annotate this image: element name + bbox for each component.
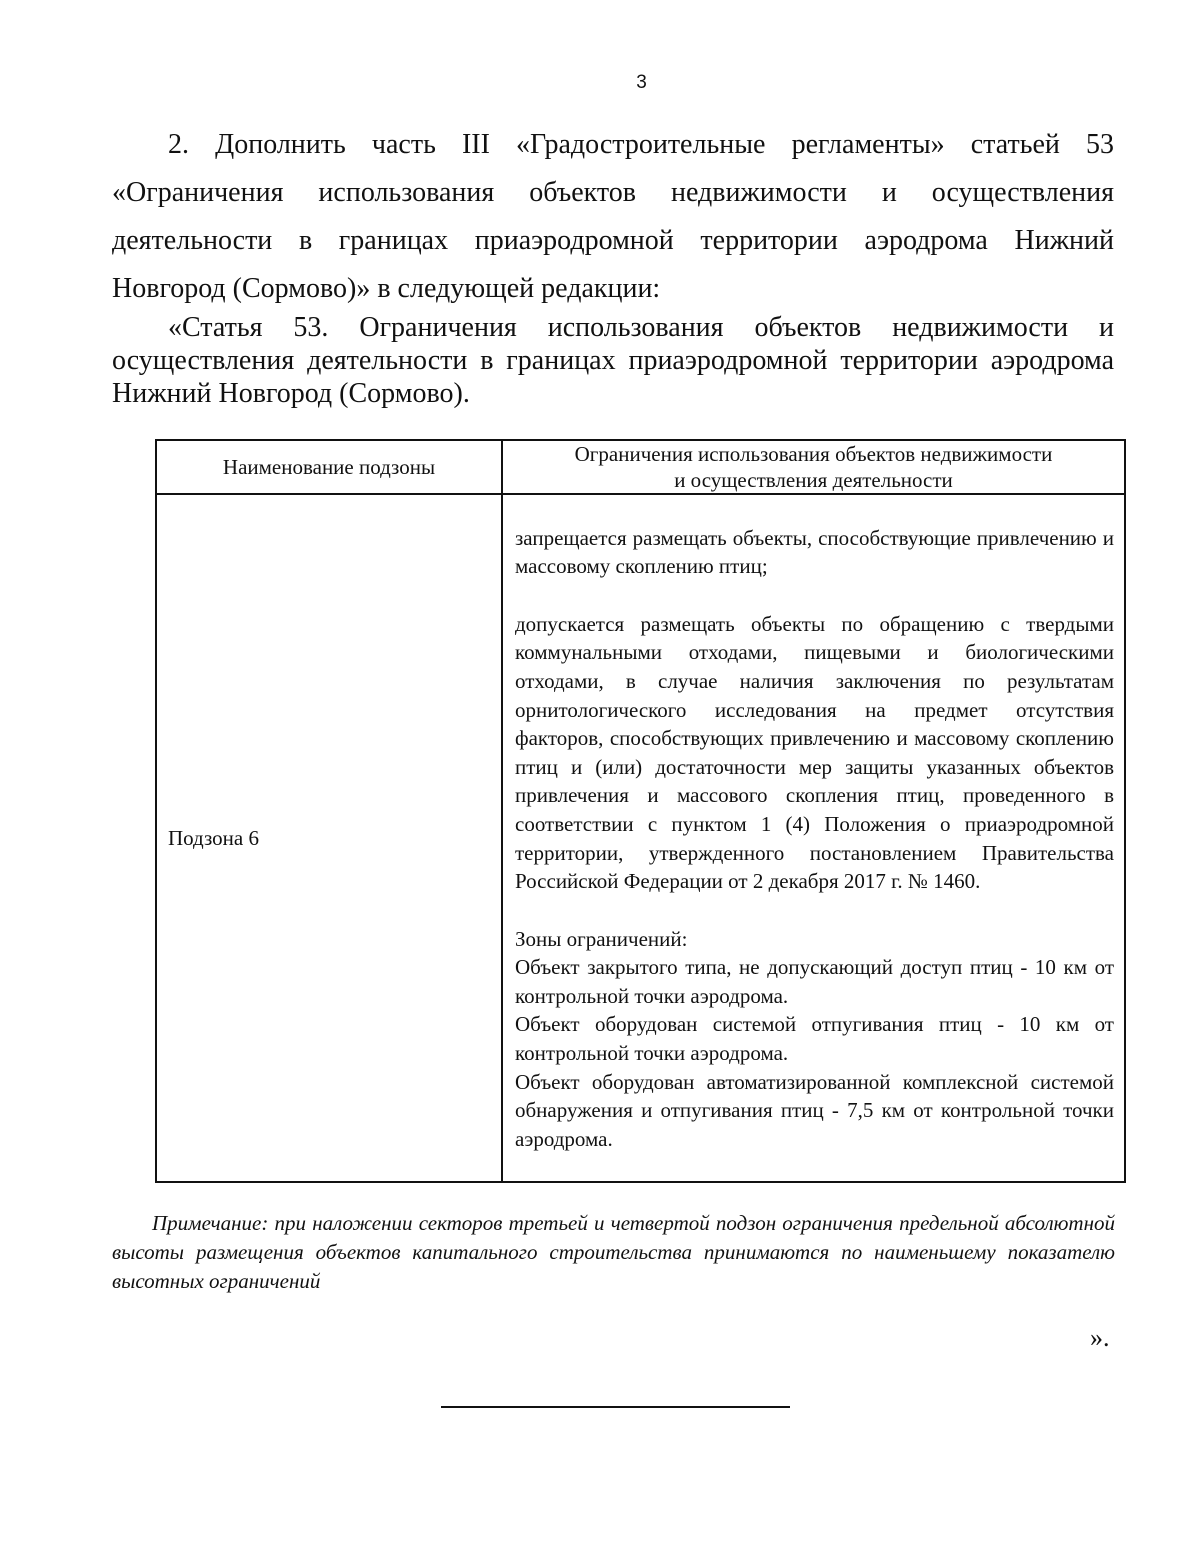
table-note: Примечание: при наложении секторов третьей и четвертой подзон ограничения предельной абсолютной высоты размещения объектов капитального строительства принимаются по наименьшему показателю высотных ограничений [112, 1211, 1115, 1293]
header-limits-line-2: и осуществления деятельности [674, 468, 953, 492]
header-subzone [156, 440, 502, 494]
closing-quote: ». [1090, 1323, 1110, 1352]
subzone-cell [156, 494, 502, 1182]
zone-automated-system: Объект оборудован автоматизированной комплексной системой обнаружения и отпугивания птиц - 7,5 км от контрольной точки аэродрома. [515, 1069, 1114, 1151]
header-subzone-label: Наименование подзоны [222, 455, 436, 479]
subzone-label: Подзона 6 [168, 825, 259, 850]
table-row [156, 494, 1125, 1182]
header-limits [502, 440, 1125, 494]
article-heading-paragraph: «Статья 53. Ограничения использования объектов недвижимости и осуществления деятельности в границах приаэродромной территории аэродрома Нижний Новгород (Сормово). [112, 312, 1114, 409]
allowed-text: допускается размещать объекты по обращению с твердыми коммунальными отходами, пищевыми и биологическими отходами, в случае наличия заключения по результатам орнитологического исследования на предмет отсутствия факторов, способствующих привлечению и массовому скоплению птиц и (или) достаточности мер защиты указанных объектов привлечения и массового скопления птиц, проведенного в соответствии с пунктом 1 (4) Положения о приаэродромной территории, утвержденного постановлением Правительства Российской Федерации от 2 декабря 2017 г. № 1460. [515, 611, 1114, 894]
header-limits-line-1: Ограничения использования объектов недвижимости [574, 442, 1053, 466]
restrictions-table [155, 439, 1126, 1183]
amendment-paragraph: 2. Дополнить часть III «Градостроительные регламенты» статьей 53 «Ограничения использования объектов недвижимости и осуществления деятельности в границах приаэродромной территории аэродрома Нижний Новгород (Сормово)» в следующей редакции: [112, 129, 1114, 304]
zone-closed-object: Объект закрытого типа, не допускающий доступ птиц - 10 км от контрольной точки аэродрома. [515, 955, 1114, 1008]
restriction-zones [515, 925, 1114, 1154]
zone-scaring-system: Объект оборудован системой отпугивания птиц - 10 км от контрольной точки аэродрома. [515, 1012, 1114, 1066]
page-number: 3 [636, 72, 647, 93]
separator-line [441, 1406, 790, 1408]
limits-cell [502, 494, 1125, 1182]
prohibited-text: запрещается размещать объекты, способствующие привлечению и массовому скоплению птиц; [515, 525, 1114, 579]
table-header-row [156, 440, 1125, 494]
zones-title: Зоны ограничений: [515, 926, 688, 951]
